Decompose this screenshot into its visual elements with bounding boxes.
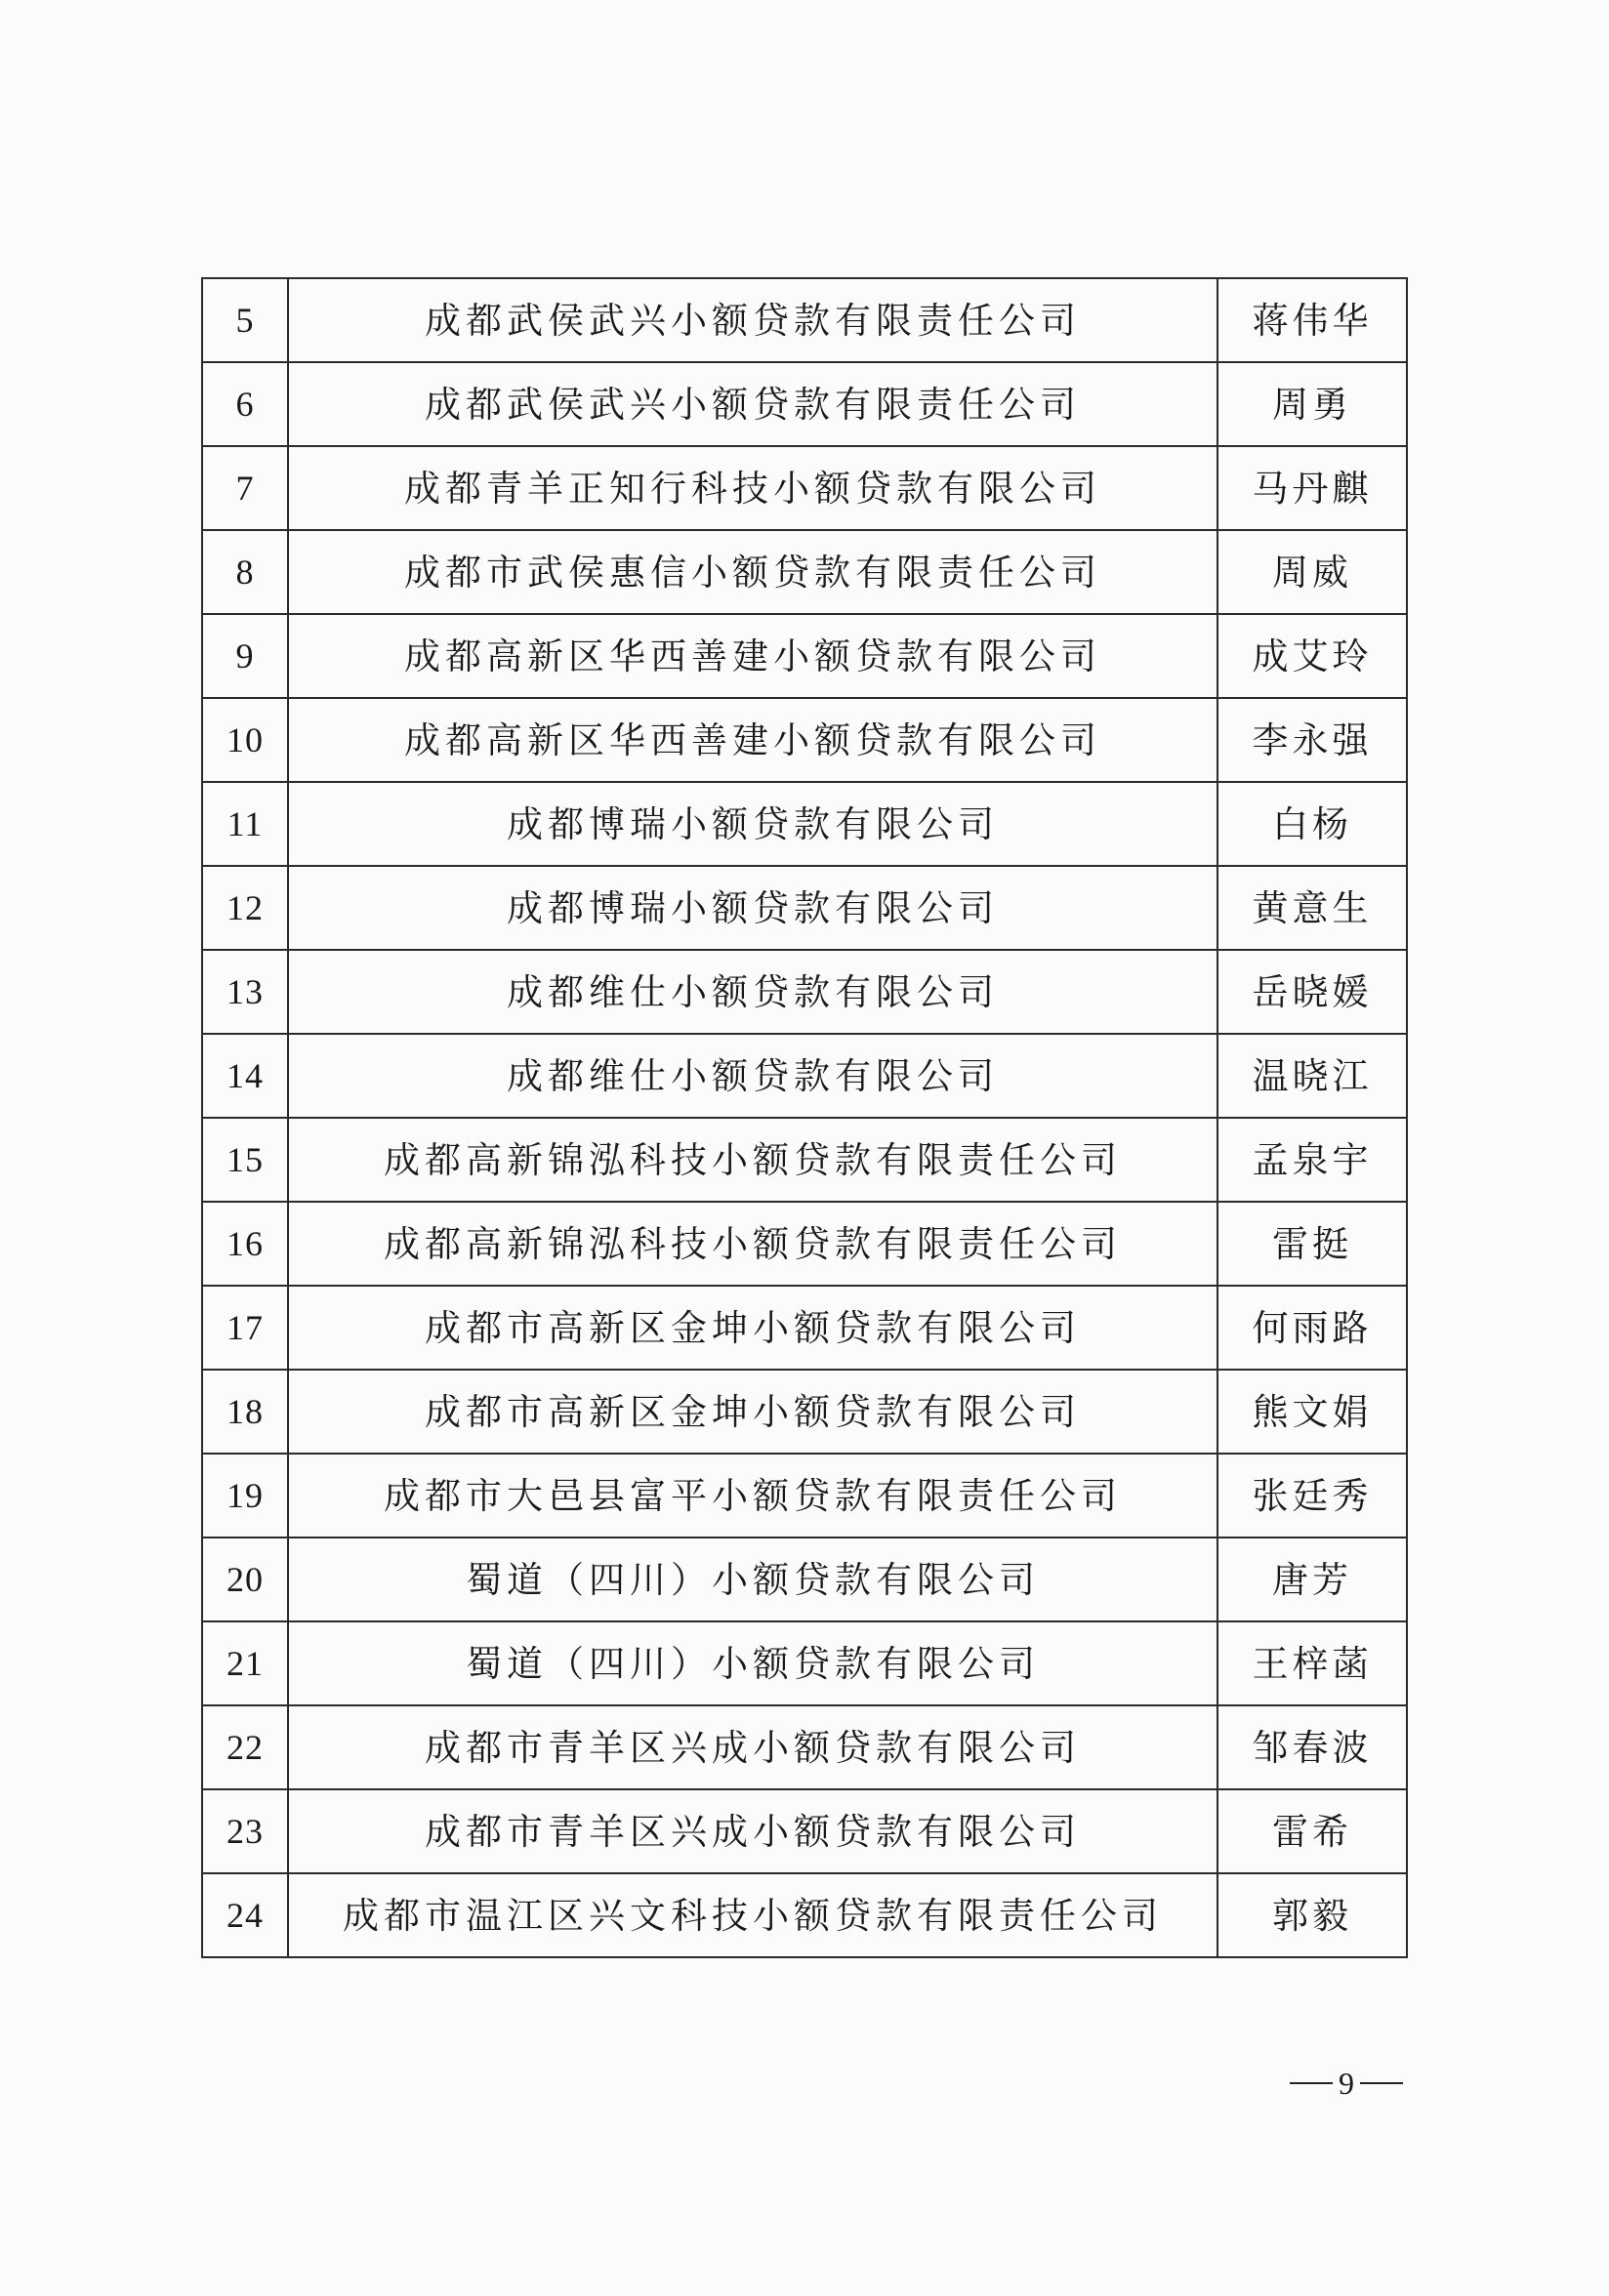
table-row (202, 950, 1407, 1034)
company-name-cell: 成都高新区华西善建小额贷款有限公司 (288, 614, 1217, 698)
company-name-cell: 成都高新锦泓科技小额贷款有限责任公司 (288, 1202, 1217, 1286)
company-name-cell: 成都市青羊区兴成小额贷款有限公司 (288, 1789, 1217, 1873)
table-row (202, 362, 1407, 446)
row-number-cell: 19 (202, 1454, 288, 1538)
person-name-cell: 郭毅 (1217, 1873, 1407, 1957)
table-row (202, 1118, 1407, 1202)
row-number-cell: 6 (202, 362, 288, 446)
table-row (202, 1202, 1407, 1286)
table-row (202, 1034, 1407, 1118)
company-name-cell: 蜀道（四川）小额贷款有限公司 (288, 1538, 1217, 1621)
table-row (202, 866, 1407, 950)
company-name-cell: 成都青羊正知行科技小额贷款有限公司 (288, 446, 1217, 530)
company-name-cell: 成都市高新区金坤小额贷款有限公司 (288, 1370, 1217, 1454)
person-name-cell: 岳晓媛 (1217, 950, 1407, 1034)
person-name-cell: 邹春波 (1217, 1705, 1407, 1789)
table-row (202, 1538, 1407, 1621)
person-name-cell: 何雨路 (1217, 1286, 1407, 1370)
person-name-cell: 孟泉宇 (1217, 1118, 1407, 1202)
table-row (202, 698, 1407, 782)
row-number-cell: 22 (202, 1705, 288, 1789)
company-name-cell: 成都武侯武兴小额贷款有限责任公司 (288, 362, 1217, 446)
person-name-cell: 雷挺 (1217, 1202, 1407, 1286)
person-name-cell: 周勇 (1217, 362, 1407, 446)
page-number-right-dash (1360, 2082, 1403, 2084)
page-number-value: 9 (1339, 2065, 1354, 2101)
table-row (202, 1370, 1407, 1454)
table-row (202, 782, 1407, 866)
company-name-cell: 成都博瑞小额贷款有限公司 (288, 782, 1217, 866)
company-name-cell: 成都市高新区金坤小额贷款有限公司 (288, 1286, 1217, 1370)
table-row (202, 614, 1407, 698)
company-name-cell: 成都高新锦泓科技小额贷款有限责任公司 (288, 1118, 1217, 1202)
person-name-cell: 李永强 (1217, 698, 1407, 782)
row-number-cell: 16 (202, 1202, 288, 1286)
row-number-cell: 18 (202, 1370, 288, 1454)
roster-table-body (202, 278, 1407, 1957)
person-name-cell: 周威 (1217, 530, 1407, 614)
row-number-cell: 10 (202, 698, 288, 782)
company-name-cell: 成都市武侯惠信小额贷款有限责任公司 (288, 530, 1217, 614)
page-number-left-dash (1290, 2082, 1333, 2084)
row-number-cell: 8 (202, 530, 288, 614)
row-number-cell: 13 (202, 950, 288, 1034)
table-row (202, 1789, 1407, 1873)
row-number-cell: 5 (202, 278, 288, 362)
person-name-cell: 雷希 (1217, 1789, 1407, 1873)
table-row (202, 1705, 1407, 1789)
table-row (202, 530, 1407, 614)
row-number-cell: 12 (202, 866, 288, 950)
person-name-cell: 马丹麒 (1217, 446, 1407, 530)
row-number-cell: 7 (202, 446, 288, 530)
company-name-cell: 成都市温江区兴文科技小额贷款有限责任公司 (288, 1873, 1217, 1957)
roster-table (201, 277, 1408, 1958)
company-name-cell: 成都市大邑县富平小额贷款有限责任公司 (288, 1454, 1217, 1538)
company-name-cell: 蜀道（四川）小额贷款有限公司 (288, 1621, 1217, 1705)
company-name-cell: 成都维仕小额贷款有限公司 (288, 1034, 1217, 1118)
person-name-cell: 张廷秀 (1217, 1454, 1407, 1538)
person-name-cell: 温晓江 (1217, 1034, 1407, 1118)
table-row (202, 1454, 1407, 1538)
company-name-cell: 成都维仕小额贷款有限公司 (288, 950, 1217, 1034)
person-name-cell: 蒋伟华 (1217, 278, 1407, 362)
person-name-cell: 唐芳 (1217, 1538, 1407, 1621)
page-number (1273, 2064, 1420, 2103)
table-row (202, 1621, 1407, 1705)
person-name-cell: 白杨 (1217, 782, 1407, 866)
table-row (202, 446, 1407, 530)
row-number-cell: 14 (202, 1034, 288, 1118)
person-name-cell: 成艾玲 (1217, 614, 1407, 698)
row-number-cell: 21 (202, 1621, 288, 1705)
company-name-cell: 成都市青羊区兴成小额贷款有限公司 (288, 1705, 1217, 1789)
row-number-cell: 9 (202, 614, 288, 698)
row-number-cell: 20 (202, 1538, 288, 1621)
company-name-cell: 成都武侯武兴小额贷款有限责任公司 (288, 278, 1217, 362)
table-row (202, 1286, 1407, 1370)
row-number-cell: 15 (202, 1118, 288, 1202)
person-name-cell: 黄意生 (1217, 866, 1407, 950)
row-number-cell: 24 (202, 1873, 288, 1957)
table-row (202, 278, 1407, 362)
row-number-cell: 23 (202, 1789, 288, 1873)
company-name-cell: 成都高新区华西善建小额贷款有限公司 (288, 698, 1217, 782)
person-name-cell: 熊文娟 (1217, 1370, 1407, 1454)
row-number-cell: 17 (202, 1286, 288, 1370)
row-number-cell: 11 (202, 782, 288, 866)
company-name-cell: 成都博瑞小额贷款有限公司 (288, 866, 1217, 950)
person-name-cell: 王梓菡 (1217, 1621, 1407, 1705)
table-row (202, 1873, 1407, 1957)
